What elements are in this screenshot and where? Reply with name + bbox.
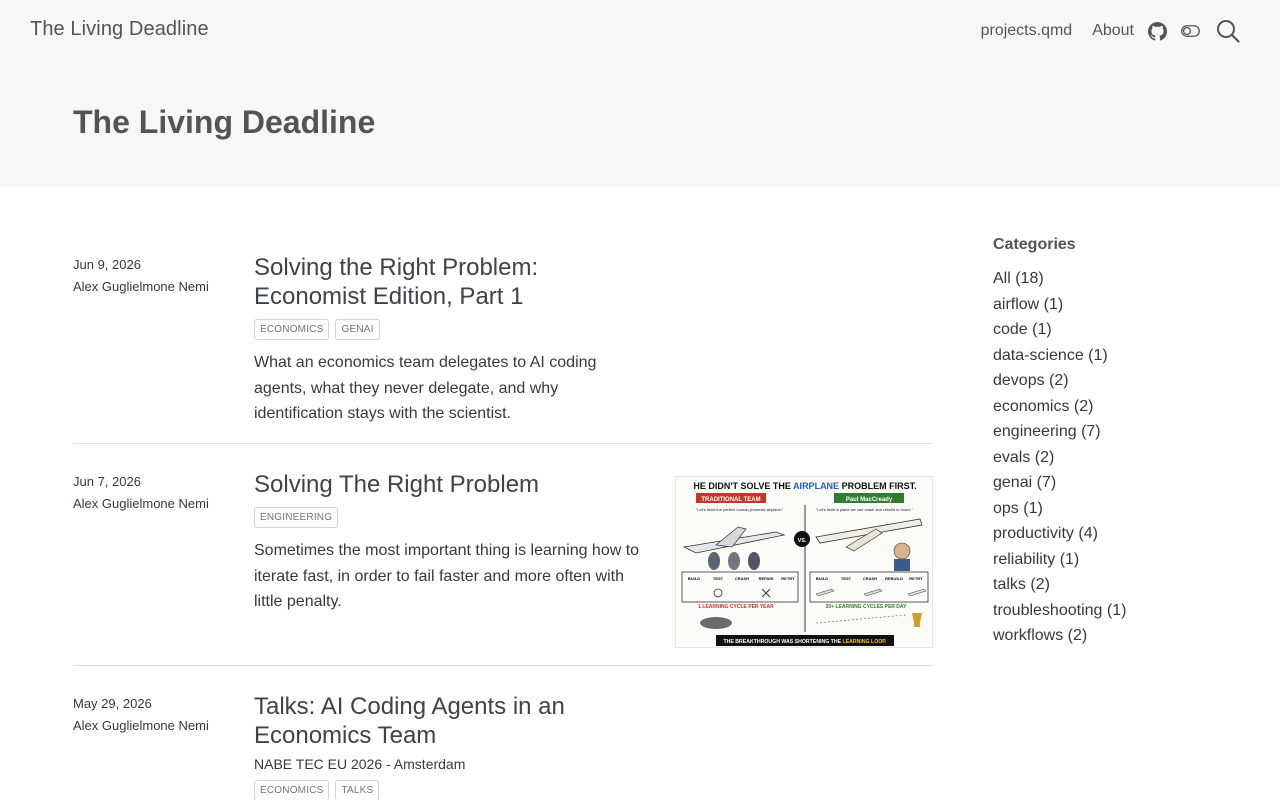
post-description: What an economics team delegates to AI coding agents, what they never delegate, and why identification stays with the scientist. <box>254 354 597 422</box>
post-author: Alex Guglielmone Nemi <box>73 718 209 733</box>
category-talks[interactable]: talks (2) <box>993 576 1050 593</box>
category-ops[interactable]: ops (1) <box>993 499 1043 517</box>
thumb-left-step: BUILD <box>687 576 701 581</box>
post-subtitle: NABE TEC EU 2026 - Amsterdam <box>254 756 466 772</box>
category-data-science[interactable]: data-science (1) <box>993 346 1108 364</box>
post-meta <box>73 696 243 733</box>
nav-link-about[interactable]: About <box>1092 22 1134 39</box>
thumb-left-quote: "Let's build the perfect human-powered airplane." <box>696 507 784 512</box>
svg-text:HE DIDN'T SOLVE THE AIRPLANE P <box>693 481 916 491</box>
post-item[interactable] <box>73 230 933 444</box>
post-listing <box>73 230 933 800</box>
categories-list <box>993 266 1233 649</box>
thumb-left-step: RETRY <box>781 576 795 581</box>
categories-sidebar <box>993 236 1233 649</box>
tag-genai[interactable]: GENAI <box>335 319 379 340</box>
thumb-right-step: RETRY <box>909 576 923 581</box>
post-body <box>254 692 644 800</box>
post-tags <box>254 780 644 800</box>
navbar <box>0 0 1280 62</box>
post-description: Sometimes the most important thing is learning how to iterate fast, in order to fail faster and more often with little penalty. <box>254 542 640 610</box>
tag-economics[interactable]: ECONOMICS <box>254 780 329 800</box>
site-brand-link[interactable]: The Living Deadline <box>30 18 209 40</box>
post-body <box>254 253 644 427</box>
thumb-right-step: BUILD <box>815 576 829 581</box>
thumb-headline-post: PROBLEM FIRST. <box>839 481 917 491</box>
category-reliability[interactable]: reliability (1) <box>993 550 1080 568</box>
thumb-left-label: TRADITIONAL TEAM <box>701 497 761 503</box>
category-workflows[interactable]: workflows (2) <box>993 627 1088 644</box>
thumb-right-step: TEST <box>840 576 852 581</box>
page-title: The Living Deadline <box>73 104 376 140</box>
category-economics[interactable]: economics (2) <box>993 397 1094 415</box>
category-code[interactable]: code (1) <box>993 321 1052 338</box>
thumb-footer-accent: LEARNING LOOP. <box>842 639 887 645</box>
post-meta <box>73 474 243 511</box>
post-date: May 29, 2026 <box>73 696 152 711</box>
post-date: Jun 7, 2026 <box>73 474 141 489</box>
category-productivity[interactable]: productivity (4) <box>993 525 1098 542</box>
post-item[interactable] <box>73 444 933 666</box>
category-engineering[interactable]: engineering (7) <box>993 423 1101 440</box>
thumb-left-step: TEST <box>712 576 724 581</box>
tag-engineering[interactable]: ENGINEERING <box>254 507 338 528</box>
post-author: Alex Guglielmone Nemi <box>73 496 209 511</box>
tag-talks[interactable]: TALKS <box>335 780 379 800</box>
thumb-left-step: REPAIR <box>758 576 774 581</box>
post-thumbnail[interactable] <box>675 476 933 648</box>
category-evals[interactable]: evals (2) <box>993 448 1055 466</box>
category-genai[interactable]: genai (7) <box>993 474 1057 491</box>
thumb-headline-accent: AIRPLANE <box>793 481 840 491</box>
post-title-link[interactable]: Solving The Right Problem <box>254 471 540 498</box>
post-title-link[interactable]: Solving the Right Problem: Economist Edition, Part 1 <box>254 254 539 310</box>
post-tags <box>254 319 644 340</box>
thumb-right-quote: "Let's build a plane we can crash and rebuild in hours." <box>816 507 913 512</box>
thumb-headline-pre: HE DIDN'T SOLVE THE <box>693 481 794 491</box>
post-date: Jun 9, 2026 <box>73 257 141 272</box>
thumb-right-cycle: 20+ LEARNING CYCLES PER DAY <box>825 604 907 610</box>
tag-economics[interactable]: ECONOMICS <box>254 319 329 340</box>
thumb-left-step: CRASH <box>734 576 750 581</box>
post-meta <box>73 257 243 294</box>
category-all[interactable]: All (18) <box>993 270 1044 287</box>
nav-link-projects[interactable]: projects.qmd <box>980 22 1073 39</box>
github-icon[interactable] <box>1148 22 1167 41</box>
thumb-vs: VS. <box>797 538 807 544</box>
thumb-right-step: REBUILD <box>885 576 903 581</box>
navbar-right <box>961 17 1240 45</box>
category-airflow[interactable]: airflow (1) <box>993 295 1064 313</box>
search-icon[interactable] <box>1216 19 1240 43</box>
post-tags <box>254 507 644 528</box>
dark-mode-toggle-icon[interactable] <box>1181 25 1200 37</box>
category-troubleshooting[interactable]: troubleshooting (1) <box>993 601 1127 619</box>
category-devops[interactable]: devops (2) <box>993 372 1069 389</box>
post-title-link[interactable]: Talks: AI Coding Agents in an Economics Team <box>254 693 565 749</box>
post-item[interactable] <box>73 666 933 800</box>
thumb-right-label: Paul MacCready <box>845 497 893 503</box>
post-author: Alex Guglielmone Nemi <box>73 279 209 294</box>
thumb-left-cycle: 1 LEARNING CYCLE PER YEAR <box>698 604 774 610</box>
categories-heading: Categories <box>993 236 1076 253</box>
svg-text:THE BREAKTHROUGH WAS SHORTENIN <box>723 639 887 645</box>
thumb-footer-pre: THE BREAKTHROUGH WAS SHORTENING THE <box>723 639 843 645</box>
title-banner <box>0 62 1280 186</box>
thumb-right-step: CRASH <box>862 576 878 581</box>
post-body <box>254 470 644 615</box>
